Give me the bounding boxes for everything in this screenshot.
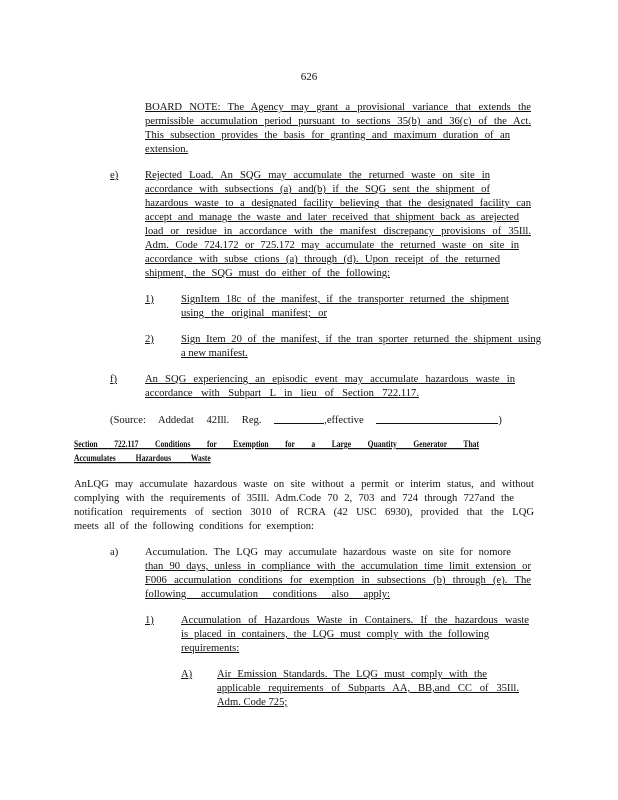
item-e-line: hazardous waste to a designated facility believing that the designated facility can — [145, 198, 531, 209]
register-blank — [274, 413, 324, 424]
item-a-1-line: Accumulation of Hazardous Waste in Containers. If the hazardous waste — [181, 615, 529, 626]
item-e-line: load or residue in accordance with the manifest discrepancy provisions of 35Ill. — [145, 226, 531, 237]
item-f-line: An SQG experiencing an episodic event may accumulate hazardous waste in — [145, 374, 515, 385]
item-e-line: shipment, the SQG must do either of the following: — [145, 268, 390, 279]
item-a-1-A-line: Air Emission Standards. The LQG must comply with the — [217, 669, 487, 680]
item-a-line: than 90 days, unless in compliance with the accumulation time limit extension or — [145, 561, 531, 572]
item-e-line: Adm. Code 724.172 or 725.172 may accumulate the returned waste on site in — [145, 240, 519, 251]
item-e-line: accordance with subsections (a) and(b) if the SQG sent the shipment of — [145, 184, 490, 195]
source-prefix: (Source: Addedat 42Ill. Reg. — [110, 415, 262, 426]
item-a-1-A-line: Adm. Code 725; — [217, 697, 288, 708]
intro-line: notification requirements of section 3010 of RCRA (42 USC 6930), provided that the LQG — [74, 507, 534, 518]
item-e-2-line: a new manifest. — [181, 348, 248, 359]
item-a-1-A-line: applicable requirements of Subparts AA, BB,and CC of 35Ill. — [217, 683, 519, 694]
item-a-line: F006 accumulation conditions for exemption in subsections (b) through (e). The — [145, 575, 531, 586]
item-e-1-line: SignItem 18c of the manifest, if the transporter returned the shipment — [181, 294, 509, 305]
item-marker: f) — [110, 374, 118, 385]
item-marker: a) — [110, 547, 119, 558]
section-heading-line: Accumulates Hazardous Waste — [74, 452, 211, 464]
source-middle: ,effective — [324, 415, 364, 426]
item-marker: 1) — [145, 615, 154, 626]
item-a-1-line: requirements: — [181, 643, 240, 654]
item-marker: 2) — [145, 334, 154, 345]
item-a-1-line: is placed in containers, the LQG must comply with the following — [181, 629, 489, 640]
item-a-line: Accumulation. The LQG may accumulate hazardous waste on site for nomore — [145, 547, 511, 558]
section-heading-line: Section 722.117 Conditions for Exemption for a Large Quantity Generator That — [74, 438, 479, 450]
intro-line: AnLQG may accumulate hazardous waste on site without a permit or interim status, and without — [74, 479, 534, 490]
source-note — [110, 413, 502, 427]
item-marker: e) — [110, 170, 119, 181]
intro-line: meets all of the following conditions for exemption: — [74, 521, 314, 532]
item-a-line: following accumulation conditions also apply: — [145, 589, 390, 600]
item-f-line: accordance with Subpart L in lieu of Section 722.117. — [145, 388, 419, 399]
page-number: 626 — [300, 71, 318, 83]
item-e-2-line: Sign Item 20 of the manifest, if the tran sporter returned the shipment using — [181, 334, 541, 345]
item-marker: 1) — [145, 294, 154, 305]
board-note-line: extension. — [145, 144, 189, 155]
intro-line: complying with the requirements of 35Ill. Adm.Code 70 2, 703 and 724 through 727and the — [74, 493, 514, 504]
item-e-line: Rejected Load. An SQG may accumulate the returned waste on site in — [145, 170, 490, 181]
item-e-line: accordance with subse ctions (a) through (d). Upon receipt of the returned — [145, 254, 500, 265]
item-e-1-line: using the original manifest; or — [181, 308, 327, 319]
item-marker: A) — [181, 669, 193, 680]
item-e-line: accept and manage the waste and later received that shipment back as arejected — [145, 212, 519, 223]
effective-date-blank — [376, 413, 498, 424]
board-note-line: permissible accumulation period pursuant to sections 35(b) and 36(c) of the Act. — [145, 116, 531, 127]
board-note-line: This subsection provides the basis for granting and maximum duration of an — [145, 130, 510, 141]
source-suffix: ) — [498, 415, 502, 426]
board-note-line: BOARD NOTE: The Agency may grant a provisional variance that extends the — [145, 102, 531, 113]
